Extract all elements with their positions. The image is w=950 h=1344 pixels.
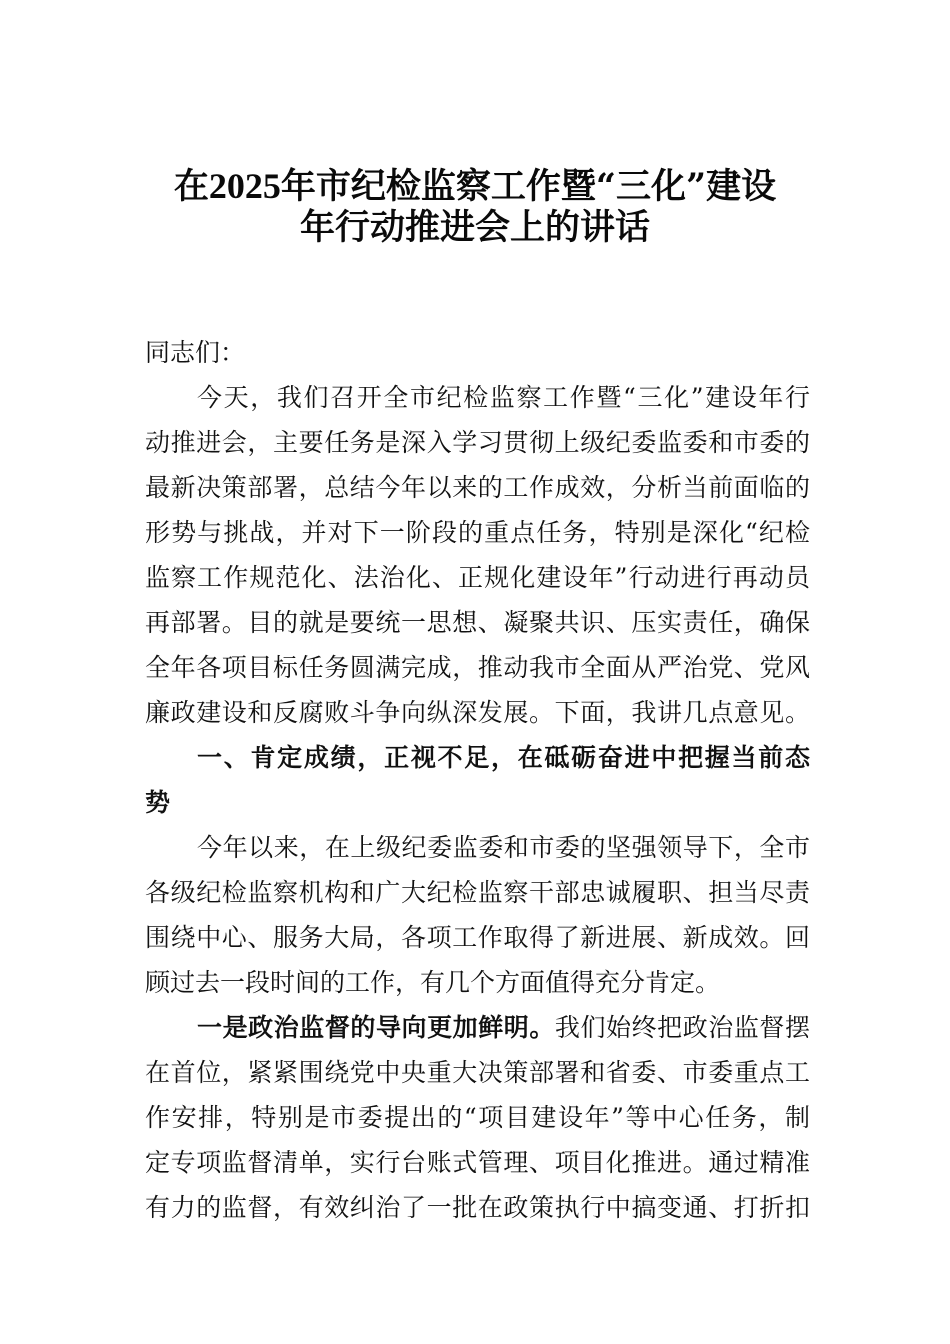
paragraph-1-line-3: 最新决策部署，总结今年以来的工作成效，分析当前面临的 [145,473,810,502]
document-body [145,330,810,1230]
paragraph-3-line-3: 作安排，特别是市委提出的“项目建设年”等中心任务，制 [145,1103,810,1132]
paragraph-3-line-2: 在首位，紧紧围绕党中央重大决策部署和省委、市委重点工 [145,1058,810,1087]
paragraph-1-line-5: 监察工作规范化、法治化、正规化建设年”行动进行再动员 [145,563,810,592]
paragraph-1-line-7: 全年各项目标任务圆满完成，推动我市全面从严治党、党风 [145,653,810,682]
paragraph-2-line-3: 围绕中心、服务大局，各项工作取得了新进展、新成效。回 [145,923,810,952]
paragraph-3-line-4: 定专项监督清单，实行台账式管理、项目化推进。通过精准 [145,1148,810,1177]
title-prefix: 在 [173,166,209,207]
paragraph-1-line-6: 再部署。目的就是要统一思想、凝聚共识、压实责任，确保 [145,608,810,637]
paragraph-2-line-2: 各级纪检监察机构和广大纪检监察干部忠诚履职、担当尽责 [145,878,810,907]
paragraph-1-line-1: 今天，我们召开全市纪检监察工作暨“三化”建设年行 [197,383,810,412]
paragraph-1-line-2: 动推进会，主要任务是深入学习贯彻上级纪委监委和市委的 [145,428,810,457]
paragraph-3-lead: 一是政治监督的导向更加鲜明。 [197,1013,555,1042]
document-title-line-2: 年行动推进会上的讲话 [299,207,650,248]
paragraph-3-line-1 [145,1005,810,1050]
paragraph-1-line-4: 形势与挑战，并对下一阶段的重点任务，特别是深化“纪检 [145,518,810,547]
section-heading-1-line-2: 势 [145,788,171,817]
paragraph-2-line-1: 今年以来，在上级纪委监委和市委的坚强领导下，全市 [197,833,810,862]
section-heading-1-line-1: 一、肯定成绩，正视不足，在砥砺奋进中把握当前态 [197,743,810,772]
paragraph-3-line-5: 有力的监督，有效纠治了一批在政策执行中搞变通、打折扣 [145,1193,810,1222]
salutation: 同志们： [145,338,246,367]
paragraph-1-line-8: 廉政建设和反腐败斗争向纵深发展。下面，我讲几点意见。 [145,698,810,727]
paragraph-3-line-1-rest: 我们始终把政治监督摆 [554,1013,810,1042]
paragraph-2-line-4: 顾过去一段时间的工作，有几个方面值得充分肯定。 [145,968,721,997]
title-suffix: 年市纪检监察工作暨“三化”建设 [280,166,777,207]
title-year: 2025 [208,166,281,206]
